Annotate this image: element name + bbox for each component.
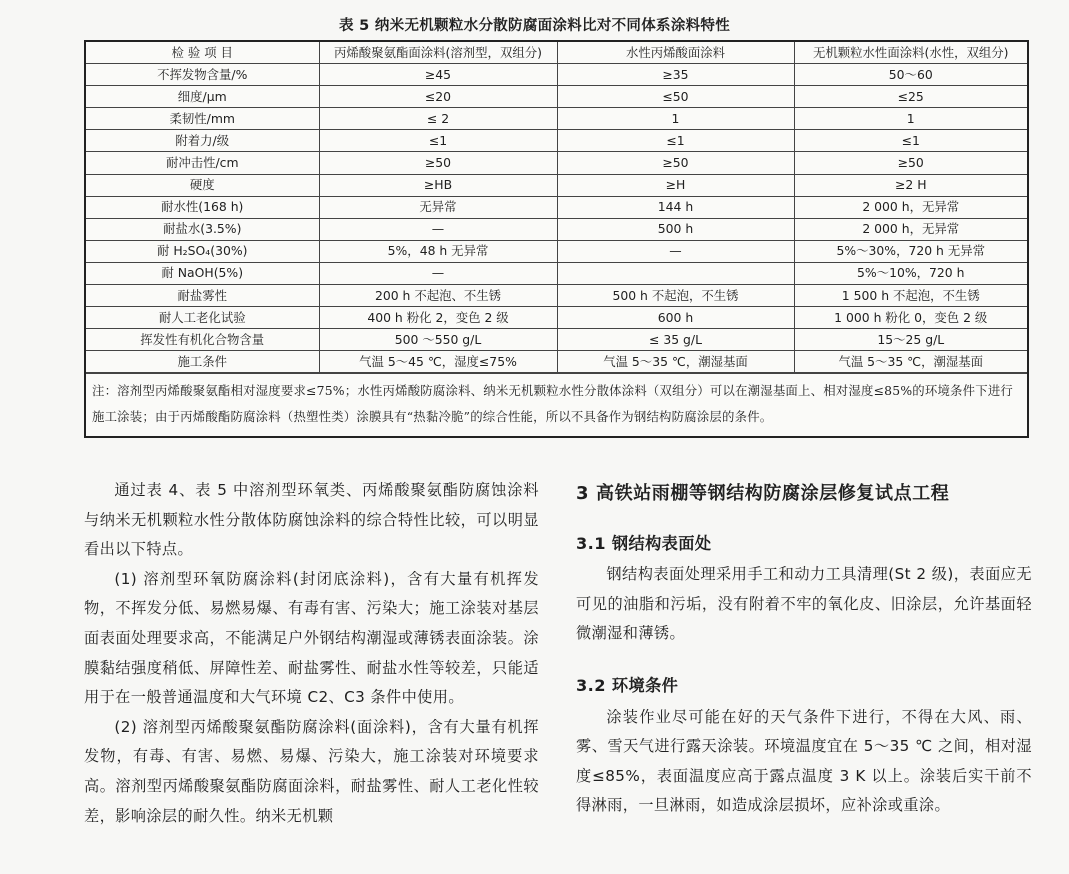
table-body xyxy=(86,64,1027,373)
table-row xyxy=(86,262,1027,284)
subsection-title-surface: 3.1 钢结构表面处 xyxy=(576,533,712,553)
table-cell: 无异常 xyxy=(319,196,557,218)
table-cell: ≥45 xyxy=(319,64,557,86)
table-cell: 5%～30%，720 h 无异常 xyxy=(794,240,1027,262)
table-caption: 表 5 纳米无机颗粒水分散防腐面涂料比对不同体系涂料特性 xyxy=(338,18,731,34)
table-cell: 500 ～550 g/L xyxy=(319,329,557,351)
table-cell: — xyxy=(319,262,557,284)
row-label-cell: 耐盐水(3.5%) xyxy=(86,218,319,240)
row-label-cell: 耐冲击性/cm xyxy=(86,152,319,174)
table-cell: ≥35 xyxy=(557,64,794,86)
table-cell: ≥2 H xyxy=(794,174,1027,196)
row-label-cell: 耐 NaOH(5%) xyxy=(86,262,319,284)
table-cell: 500 h 不起泡，不生锈 xyxy=(557,285,794,307)
table-cell: 气温 5～45 ℃，湿度≤75% xyxy=(319,351,557,373)
paragraph-point-1: (1) 溶剂型环氧防腐涂料(封闭底涂料)，含有大量有机挥发物，不挥发分低、易燃易爆、有毒有害、污染大；施工涂装对基层面表面处理要求高，不能满足户外钢结构潮湿或薄锈表面涂装。涂膜黏结强度稍低、屏障性差、耐盐雾性、耐盐水性等较差，只能适用于在一般普通温度和大气环境 C2、C3 条件中使用。 xyxy=(84,569,539,707)
table-row xyxy=(86,152,1027,174)
table-cell: 1 xyxy=(794,108,1027,130)
section-title: 3 高铁站雨棚等钢结构防腐涂层修复试点工程 xyxy=(576,483,950,504)
left-column xyxy=(84,476,539,831)
table-cell: ≤1 xyxy=(557,130,794,152)
table-cell: 5%～10%，720 h xyxy=(794,262,1027,284)
paragraph-intro: 通过表 4、表 5 中溶剂型环氧类、丙烯酸聚氨酯防腐蚀涂料与纳米无机颗粒水性分散体防腐蚀涂料的综合特性比较，可以明显看出以下特点。 xyxy=(84,481,539,559)
table-row xyxy=(86,64,1027,86)
paragraph-surface-treatment: 钢结构表面处理采用手工和动力工具清理(St 2 级)，表面应无可见的油脂和污垢，没有附着不牢的氧化皮、旧涂层，允许基面轻微潮湿和薄锈。 xyxy=(576,565,1032,643)
table-cell: ≥HB xyxy=(319,174,557,196)
table-cell: ≥H xyxy=(557,174,794,196)
table-header-row xyxy=(86,42,1027,64)
row-label-cell: 耐水性(168 h) xyxy=(86,196,319,218)
table-row xyxy=(86,218,1027,240)
comparison-table-grid xyxy=(86,42,1027,373)
row-label-cell: 耐人工老化试验 xyxy=(86,307,319,329)
table-cell: 2 000 h，无异常 xyxy=(794,196,1027,218)
right-column xyxy=(576,476,1032,821)
row-label-cell: 耐 H₂SO₄(30%) xyxy=(86,240,319,262)
row-label-cell: 附着力/级 xyxy=(86,130,319,152)
table-cell: 500 h xyxy=(557,218,794,240)
table-cell: 5%，48 h 无异常 xyxy=(319,240,557,262)
table-row xyxy=(86,351,1027,373)
table-row xyxy=(86,307,1027,329)
table-row xyxy=(86,329,1027,351)
row-label-cell: 硬度 xyxy=(86,174,319,196)
table-cell: 1 000 h 粉化 0，变色 2 级 xyxy=(794,307,1027,329)
table-cell: ≤50 xyxy=(557,86,794,108)
table-note: 注：溶剂型丙烯酸聚氨酯相对湿度要求≤75%；水性丙烯酸防腐涂料、纳米无机颗粒水性分散体涂料（双组分）可以在潮湿基面上、相对湿度≤85%的环境条件下进行施工涂装；由于丙烯酸酯防腐涂料（热塑性类）涂膜具有“热黏冷脆”的综合性能，所以不具备作为钢结构防腐涂层的条件。 xyxy=(86,373,1027,436)
table-row xyxy=(86,108,1027,130)
table-cell: 15～25 g/L xyxy=(794,329,1027,351)
table-row xyxy=(86,130,1027,152)
table-row xyxy=(86,196,1027,218)
header-cell-solvent-acrylic-pu: 丙烯酸聚氨酯面涂料(溶剂型，双组分) xyxy=(319,42,557,64)
table-cell: 400 h 粉化 2，变色 2 级 xyxy=(319,307,557,329)
table-cell: ≤1 xyxy=(794,130,1027,152)
table-row xyxy=(86,86,1027,108)
table-cell: ≤25 xyxy=(794,86,1027,108)
paragraph-environment: 涂装作业尽可能在好的天气条件下进行，不得在大风、雨、雾、雪天气进行露天涂装。环境温度宜在 5～35 ℃ 之间，相对湿度≤85%，表面温度应高于露点温度 3 K 以上。涂装后实干前不得淋雨，一旦淋雨，如造成涂层损坏，应补涂或重涂。 xyxy=(576,707,1032,815)
table-cell: ≥50 xyxy=(319,152,557,174)
table-cell xyxy=(557,262,794,284)
table-cell: 200 h 不起泡、不生锈 xyxy=(319,285,557,307)
row-label-cell: 不挥发物含量/% xyxy=(86,64,319,86)
table-cell: ≤ 2 xyxy=(319,108,557,130)
table-cell: — xyxy=(319,218,557,240)
row-label-cell: 细度/μm xyxy=(86,86,319,108)
header-cell-waterborne-acrylic: 水性丙烯酸面涂料 xyxy=(557,42,794,64)
subsection-title-environment: 3.2 环境条件 xyxy=(576,675,679,695)
table-row xyxy=(86,285,1027,307)
paragraph-point-2: (2) 溶剂型丙烯酸聚氨酯防腐涂料(面涂料)，含有大量有机挥发物，有毒、有害、易燃、易爆、污染大，施工涂装对环境要求高。溶剂型丙烯酸聚氨酯防腐面涂料，耐盐雾性、耐人工老化性较差，影响涂层的耐久性。纳米无机颗 xyxy=(84,717,539,825)
table-cell: ≤1 xyxy=(319,130,557,152)
table-cell: 气温 5～35 ℃，潮湿基面 xyxy=(557,351,794,373)
table-cell: 144 h xyxy=(557,196,794,218)
table-cell: 气温 5～35 ℃，潮湿基面 xyxy=(794,351,1027,373)
table-cell: ≥50 xyxy=(794,152,1027,174)
row-label-cell: 挥发性有机化合物含量 xyxy=(86,329,319,351)
table-cell: ≥50 xyxy=(557,152,794,174)
table-row xyxy=(86,240,1027,262)
table-cell: 2 000 h，无异常 xyxy=(794,218,1027,240)
table-cell: 50～60 xyxy=(794,64,1027,86)
table-cell: ≤20 xyxy=(319,86,557,108)
table-cell: 1 xyxy=(557,108,794,130)
table-row xyxy=(86,174,1027,196)
comparison-table xyxy=(84,40,1029,438)
row-label-cell: 施工条件 xyxy=(86,351,319,373)
row-label-cell: 柔韧性/mm xyxy=(86,108,319,130)
table-cell: 600 h xyxy=(557,307,794,329)
table-cell: ≤ 35 g/L xyxy=(557,329,794,351)
header-cell-inorganic-waterborne: 无机颗粒水性面涂料(水性，双组分) xyxy=(794,42,1027,64)
table-cell: — xyxy=(557,240,794,262)
row-label-cell: 耐盐雾性 xyxy=(86,285,319,307)
table-cell: 1 500 h 不起泡，不生锈 xyxy=(794,285,1027,307)
header-cell-item: 检 验 项 目 xyxy=(86,42,319,64)
